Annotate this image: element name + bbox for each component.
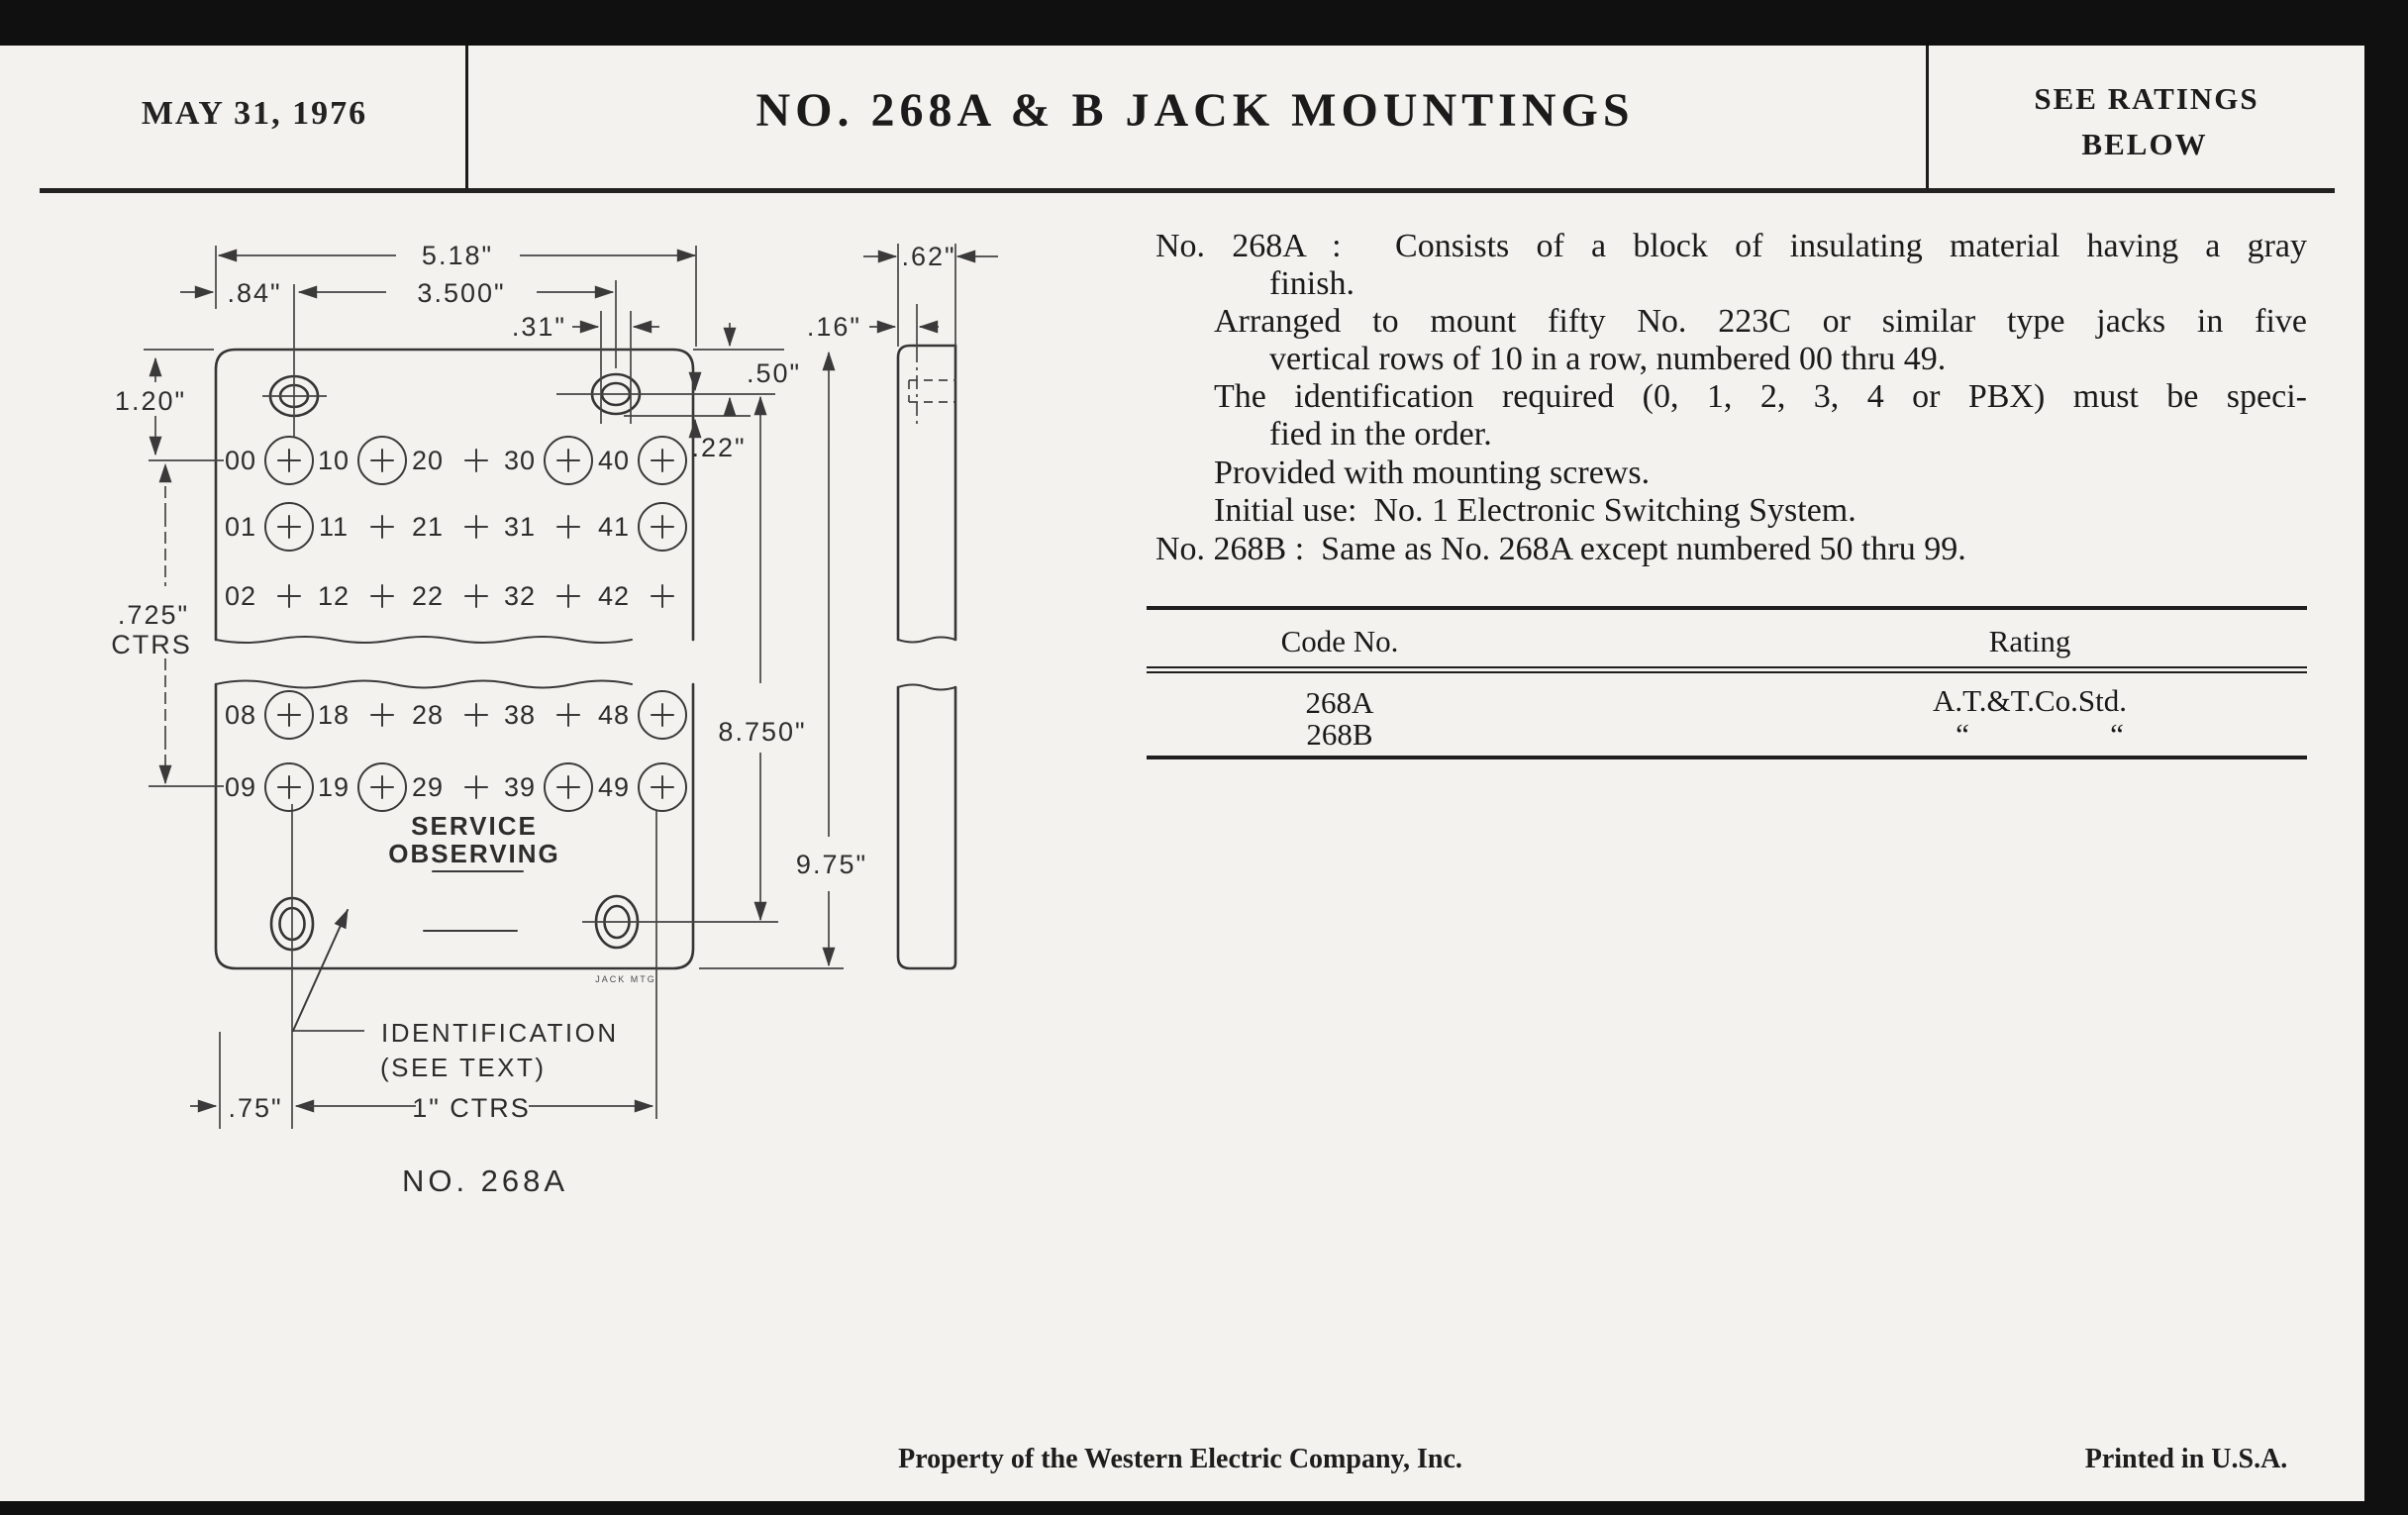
jack-mtg-stamp: JACK MTG [595,974,656,984]
jack-number-label: 39 [503,772,537,802]
jack-number-label: 41 [597,512,631,542]
dim-label-row-spacing-unit: CTRS [111,630,192,659]
jack-grid [225,437,686,811]
identification-callout-line2: (SEE TEXT) [380,1053,547,1082]
table-header-rating: Rating [1988,624,2071,658]
spec-line: Arranged to mount fifty No. 223C or similar type jacks in five [1214,303,2307,340]
spec-line: fied in the order. [1269,416,1492,453]
jack-number-label: 42 [597,581,631,611]
dim-label-edge-offset: .84" [227,278,282,308]
dimension-lines [155,255,998,1106]
table-row-rating: A.T.&T.Co.Std. [1932,683,2128,718]
document-date: MAY 31, 1976 [141,95,368,132]
page-title: NO. 268A & B JACK MOUNTINGS [755,84,1635,137]
spec-line: Initial use: No. 1 Electronic Switching System. [1214,492,1856,529]
ratings-note-line2: BELOW [2081,127,2208,161]
jack-number-label: 12 [317,581,351,611]
identification-leader-arrow [293,871,523,1031]
jack-number-label: 29 [411,772,445,802]
jack-number-label: 09 [224,772,257,802]
extension-lines [144,244,955,1129]
jack-number-label: 48 [597,700,631,730]
front-view-panel [216,350,693,968]
dim-label-column-centers: 1" CTRS [412,1093,531,1123]
jack-number-label: 38 [503,700,537,730]
dim-label-top-margin: 1.20" [114,386,187,416]
table-row-rating-ditto: “ [1956,717,1969,752]
identification-callout-line1: IDENTIFICATION [381,1018,619,1048]
spec-line: finish. [1269,265,1354,302]
spec-line: No. 268A : Consists of a block of insulating material having a gray [1155,228,2307,264]
spec-line: Provided with mounting screws. [1214,454,1651,491]
jack-number-label: 00 [224,446,257,475]
jack-number-label: 22 [411,581,445,611]
jack-number-label: 49 [597,772,631,802]
jack-number-label: 01 [224,512,257,542]
dim-label-slot: .31" [511,312,566,342]
table-row-rating-ditto: “ [2110,717,2124,752]
dim-label-bottom-offset: .75" [228,1093,283,1123]
jack-number-label: 30 [503,446,537,475]
jack-number-label: 31 [503,512,537,542]
jack-number-label: 19 [317,772,351,802]
dim-label-thickness: .62" [901,242,956,271]
dim-label-hole-span: 3.500" [417,278,506,308]
dim-label-row-spacing: .725" [117,600,190,630]
spec-line: The identification required (0, 1, 2, 3, 4 or PBX) must be speci- [1214,378,2307,415]
jack-number-label: 10 [317,446,351,475]
table-row-code: 268A [1305,685,1374,720]
footer-printed-note: Printed in U.S.A. [2084,1444,2288,1474]
jack-number-label: 40 [597,446,631,475]
dim-label-width: 5.18" [421,241,494,270]
ratings-note-line1: SEE RATINGS [2034,81,2259,116]
side-view-panel [898,304,956,968]
dim-label-hole-height-span: 8.750" [718,717,807,747]
dim-label-recess: .16" [806,312,861,342]
table-header-code: Code No. [1280,624,1399,658]
jack-number-label: 11 [318,512,350,542]
jack-number-label: 02 [224,581,257,611]
service-observing-label-line1: SERVICE [411,811,538,841]
jack-number-label: 20 [411,446,445,475]
spec-line: No. 268B : Same as No. 268A except numbered 50 thru 99. [1155,531,1966,567]
dim-label-top-to-hole: .50" [747,358,802,388]
jack-number-label: 08 [224,700,257,730]
dim-label-overall-height: 9.75" [795,850,868,879]
jack-number-label: 32 [503,581,537,611]
dim-label-hole-depth: .22" [691,433,747,462]
table-row-code: 268B [1306,717,1373,752]
spec-line: vertical rows of 10 in a row, numbered 00 thru 49. [1269,341,1947,377]
footer-property-note: Property of the Western Electric Company, Inc. [898,1444,1462,1474]
jack-number-label: 18 [317,700,351,730]
jack-number-label: 21 [411,512,445,542]
drawing-caption: NO. 268A [401,1163,569,1198]
service-observing-label-line2: OBSERVING [388,839,560,868]
jack-number-label: 28 [411,700,445,730]
